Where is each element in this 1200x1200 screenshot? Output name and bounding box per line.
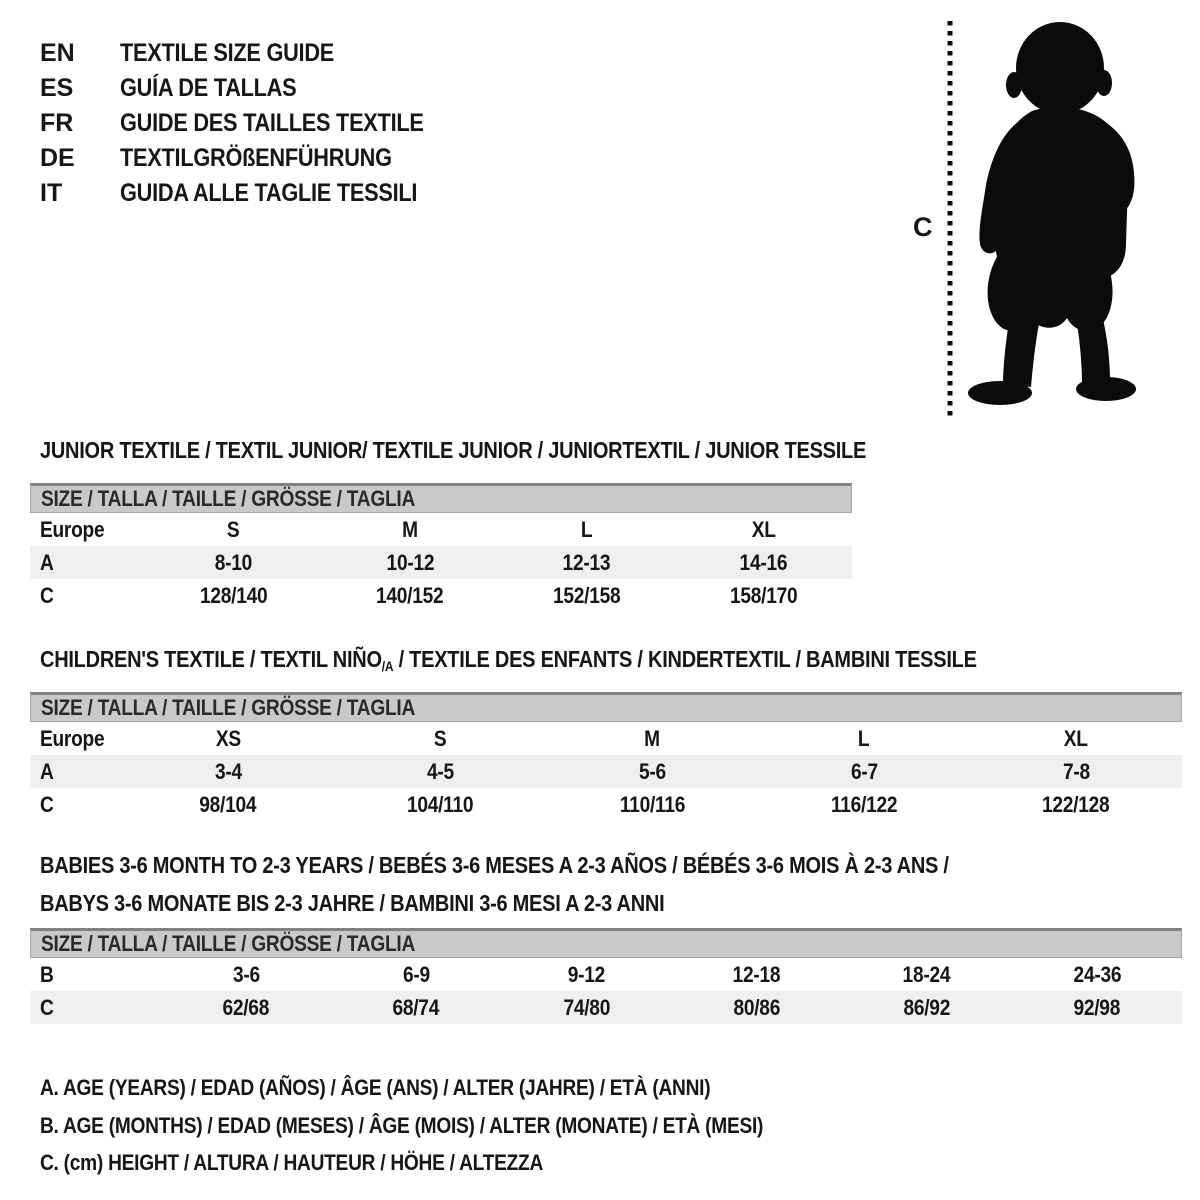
legend-line-c: C. (cm) HEIGHT / ALTURA / HAUTEUR / HÖHE / ALTEZZA — [40, 1150, 544, 1175]
measure-label-c: C — [913, 212, 933, 242]
table-cell: 122/128 — [1042, 791, 1110, 817]
table-cell: 4-5 — [426, 758, 454, 784]
babies-size-header-band: SIZE / TALLA / TAILLE / GRÖSSE / TAGLIA — [30, 928, 1182, 958]
table-cell: XS — [215, 725, 241, 751]
lang-code: DE — [40, 144, 75, 172]
table-row — [30, 546, 852, 579]
lang-row-it — [40, 176, 469, 211]
table-row — [30, 991, 1182, 1024]
lang-row-fr — [40, 106, 469, 141]
table-cell: 7-8 — [1062, 758, 1090, 784]
guide-title-de: TEXTILGRÖßENFÜHRUNG — [120, 144, 392, 172]
children-section-title: CHILDREN'S TEXTILE / TEXTIL NIÑO/A / TEXTILE DES ENFANTS / KINDERTEXTIL / BAMBINI TESSILE — [40, 646, 977, 675]
table-cell: XL — [751, 516, 776, 542]
toddler-silhouette-icon — [968, 22, 1136, 405]
table-cell: C — [40, 994, 54, 1020]
legend-line-a: A. AGE (YEARS) / EDAD (AÑOS) / ÂGE (ANS) / ALTER (JAHRE) / ETÀ (ANNI) — [40, 1075, 711, 1100]
lang-code: FR — [40, 109, 74, 137]
table-cell: 80/86 — [733, 994, 780, 1020]
guide-title-en: TEXTILE SIZE GUIDE — [120, 39, 335, 67]
language-title-list — [40, 36, 469, 211]
table-cell: 24-36 — [1073, 961, 1121, 987]
table-cell: 3-6 — [232, 961, 260, 987]
table-cell: 14-16 — [739, 549, 788, 575]
table-cell: 5-6 — [638, 758, 666, 784]
table-cell: 3-4 — [214, 758, 242, 784]
table-cell: A — [40, 758, 54, 784]
table-cell: M — [644, 725, 660, 751]
table-cell: 74/80 — [563, 994, 610, 1020]
table-cell: A — [40, 549, 54, 575]
table-cell: C — [40, 791, 54, 817]
guide-title-es: GUÍA DE TALLAS — [120, 74, 297, 102]
table-cell: 9-12 — [567, 961, 606, 987]
table-cell: 140/152 — [376, 582, 444, 608]
lang-row-en — [40, 36, 469, 71]
table-row — [30, 755, 1182, 788]
table-cell: 158/170 — [729, 582, 798, 608]
table-cell: L — [858, 725, 870, 751]
table-cell: L — [581, 516, 593, 542]
table-cell: 18-24 — [902, 961, 951, 987]
table-row — [30, 788, 1182, 821]
legend-line-b: B. AGE (MONTHS) / EDAD (MESES) / ÂGE (MOIS) / ALTER (MONATE) / ETÀ (MESI) — [40, 1112, 764, 1138]
junior-size-header-band: SIZE / TALLA / TAILLE / GRÖSSE / TAGLIA — [30, 483, 852, 513]
table-cell: 86/92 — [903, 994, 951, 1020]
table-row — [30, 722, 1182, 755]
table-row — [30, 958, 1182, 991]
table-cell: S — [433, 725, 447, 751]
table-cell: 8-10 — [214, 549, 253, 575]
table-cell: Europe — [40, 725, 105, 751]
table-cell: 62/68 — [222, 994, 270, 1020]
table-cell: 6-7 — [850, 758, 878, 784]
table-cell: 98/104 — [199, 791, 257, 817]
guide-title-fr: GUIDE DES TAILLES TEXTILE — [120, 109, 424, 137]
table-cell: 152/158 — [553, 582, 621, 608]
lang-code: IT — [40, 179, 63, 207]
table-cell: Europe — [40, 516, 105, 542]
guide-title-it: GUIDA ALLE TAGLIE TESSILI — [120, 179, 418, 207]
children-size-header-band: SIZE / TALLA / TAILLE / GRÖSSE / TAGLIA — [30, 692, 1182, 722]
babies-section-title: BABIES 3-6 MONTH TO 2-3 YEARS / BEBÉS 3-6 MESES A 2-3 AÑOS / BÉBÉS 3-6 MOIS À 2-3 ANS / BABYS 3-6 MONATE BIS 2-3 JAHRE / BAMBINI 3-6 MESI A 2-3 ANNI — [40, 852, 949, 916]
lang-row-es — [40, 71, 469, 106]
table-row — [30, 513, 852, 546]
table-row — [30, 579, 852, 612]
lang-row-de — [40, 141, 469, 176]
table-cell: 68/74 — [392, 994, 440, 1020]
babies-size-table — [30, 958, 1182, 1024]
table-cell: C — [40, 582, 54, 608]
table-cell: 92/98 — [1073, 994, 1121, 1020]
table-cell: 12-18 — [732, 961, 781, 987]
table-cell: M — [402, 516, 418, 542]
table-cell: 116/122 — [830, 791, 898, 817]
table-cell: B — [40, 961, 54, 987]
table-cell: 10-12 — [386, 549, 434, 575]
measure-legend — [40, 1069, 871, 1182]
junior-section-title: JUNIOR TEXTILE / TEXTIL JUNIOR/ TEXTILE JUNIOR / JUNIORTEXTIL / JUNIOR TESSILE — [40, 437, 867, 463]
lang-code: EN — [40, 39, 75, 67]
junior-size-table — [30, 513, 852, 612]
table-cell: 6-9 — [402, 961, 430, 987]
table-cell: 110/116 — [619, 791, 685, 817]
table-cell: XL — [1064, 725, 1088, 751]
nino-a-subscript: /A — [381, 659, 394, 675]
table-cell: 104/110 — [406, 791, 474, 817]
toddler-figure — [900, 15, 1170, 427]
table-cell: S — [227, 516, 240, 542]
children-size-table — [30, 722, 1182, 821]
table-cell: 128/140 — [199, 582, 268, 608]
table-cell: 12-13 — [563, 549, 611, 575]
lang-code: ES — [40, 74, 74, 102]
